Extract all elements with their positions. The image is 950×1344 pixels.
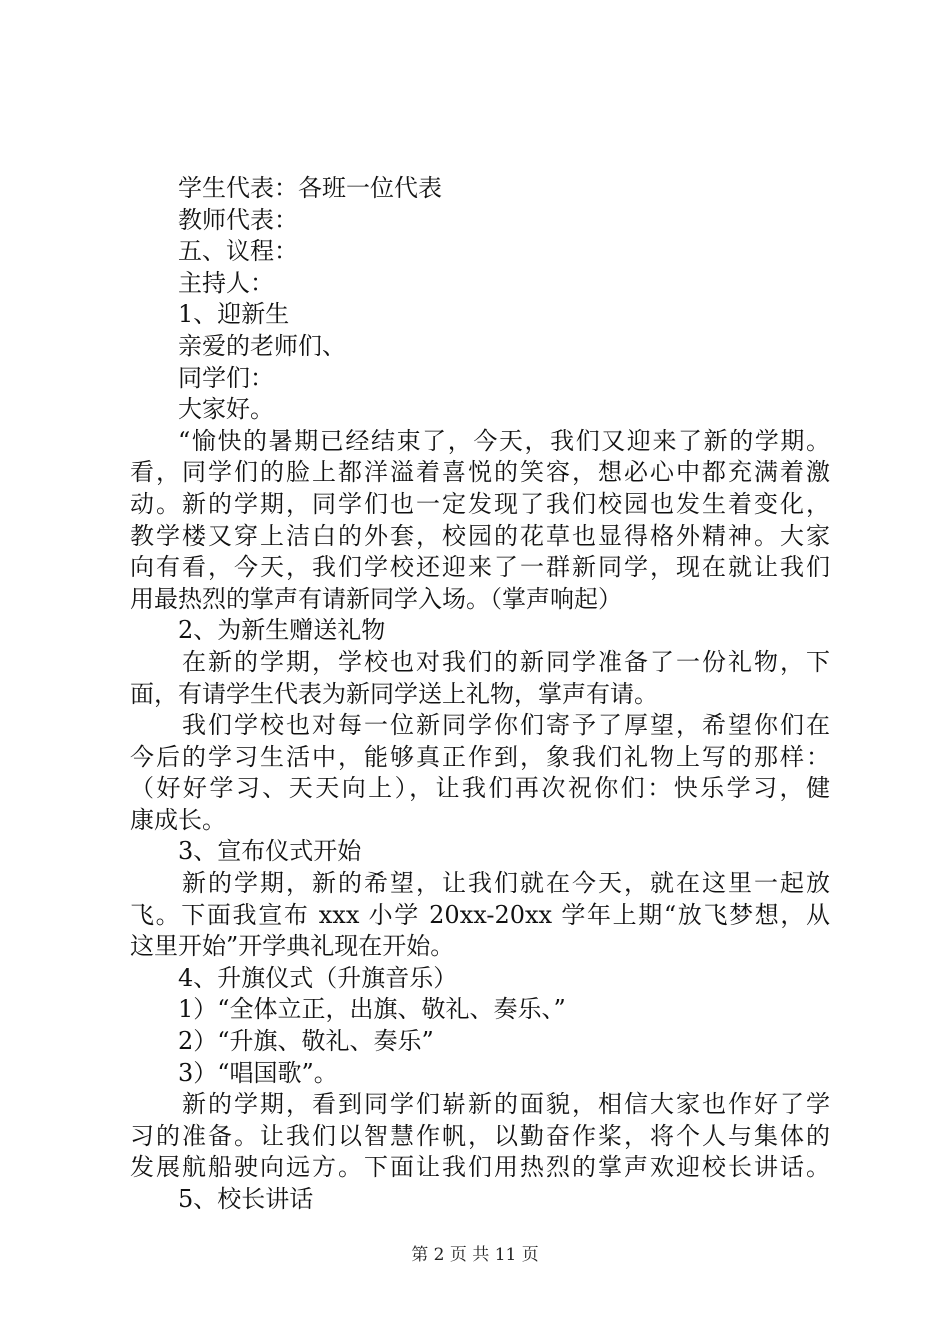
text-line: 主持人：: [178, 268, 274, 297]
text-line: 3）“唱国歌”。: [178, 1058, 338, 1087]
text-line: 新的学期，看到同学们崭新的面貌，相信大家也作好了学: [182, 1090, 830, 1119]
text-line: 教学楼又穿上洁白的外套，校园的花草也显得格外精神。大家: [130, 521, 830, 550]
text-line: 发展航船驶向远方。下面让我们用热烈的掌声欢迎校长讲话。: [130, 1153, 830, 1182]
document-body: [130, 173, 830, 1216]
section-heading: 3、宣布仪式开始: [178, 837, 362, 866]
text-line: （好好学习、天天向上），让我们再次祝你们：快乐学习，健: [130, 774, 830, 803]
section-heading: 2、为新生赠送礼物: [178, 616, 386, 645]
text-line: 大家好。: [178, 395, 274, 424]
text-line: 教师代表：: [178, 205, 298, 234]
text-line: 学生代表：各班一位代表: [178, 174, 442, 202]
section-heading: 4、升旗仪式（升旗音乐）: [178, 963, 458, 992]
text-line: 看，同学们的脸上都洋溢着喜悦的笑容，想必心中都充满着激: [130, 458, 830, 487]
page-number: 第 2 页 共 11 页: [411, 1245, 539, 1265]
text-line: 同学们：: [178, 363, 274, 392]
text-line: 面，有请学生代表为新同学送上礼物，掌声有请。: [130, 679, 658, 708]
text-line: “愉快的暑期已经结束了，今天，我们又迎来了新的学期。: [178, 426, 830, 455]
text-line: 新的学期，新的希望，让我们就在今天，就在这里一起放: [182, 869, 830, 898]
text-line: 这里开始”开学典礼现在开始。: [130, 932, 455, 961]
text-line: 向有看，今天，我们学校还迎来了一群新同学，现在就让我们: [130, 553, 830, 582]
text-line: 今后的学习生活中，能够真正作到，象我们礼物上写的那样：: [130, 742, 830, 771]
text-line: 1）“全体立正，出旗、敬礼、奏乐、”: [178, 995, 566, 1024]
text-line: 五、议程：: [178, 237, 298, 266]
text-line: 飞。下面我宣布 xxx 小学 20xx-20xx 学年上期“放飞梦想，从: [130, 900, 830, 929]
text-line: 在新的学期，学校也对我们的新同学准备了一份礼物，下: [182, 647, 830, 676]
section-heading: 5、校长讲话: [178, 1185, 314, 1213]
text-line: 习的准备。让我们以智慧作帆，以勤奋作桨，将个人与集体的: [130, 1121, 830, 1150]
text-line: 用最热烈的掌声有请新同学入场。（掌声响起）: [130, 584, 622, 613]
text-line: 亲爱的老师们、: [178, 331, 346, 360]
text-line: 2）“升旗、敬礼、奏乐”: [178, 1027, 434, 1056]
text-line: 康成长。: [130, 805, 226, 834]
text-line: 我们学校也对每一位新同学你们寄予了厚望，希望你们在: [182, 711, 830, 740]
text-line: 动。新的学期，同学们也一定发现了我们校园也发生着变化，: [130, 489, 830, 518]
text-line: 1、迎新生: [178, 300, 290, 329]
